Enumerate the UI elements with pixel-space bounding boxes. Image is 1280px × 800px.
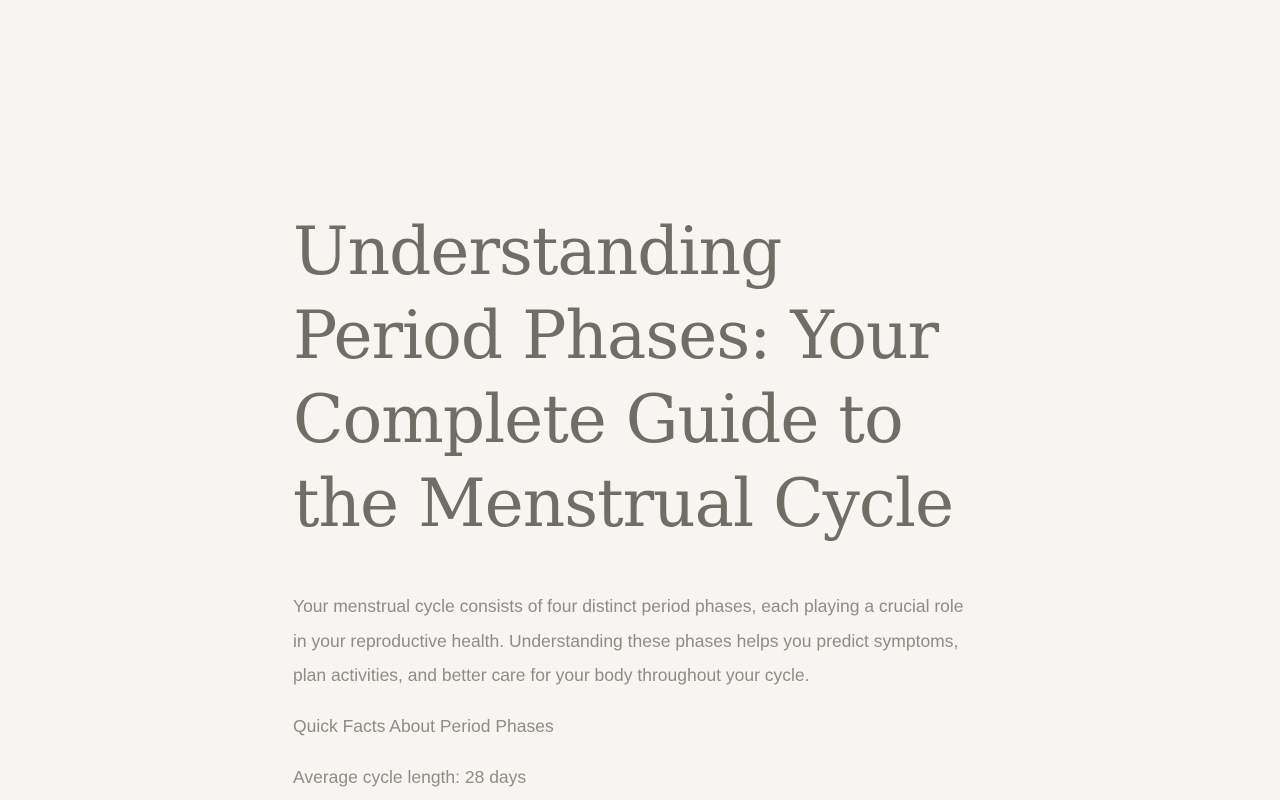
quick-facts-heading: Quick Facts About Period Phases	[293, 715, 554, 736]
intro-paragraph: Your menstrual cycle consists of four distinct period phases, each playing a crucial role in your reproductive health. Understanding these phases helps you predict symptoms, plan activities, and better care for your body throughout your cycle.	[293, 596, 964, 685]
article	[293, 210, 983, 795]
fact-cycle-length: Average cycle length: 28 days	[293, 767, 527, 787]
page-title: Understanding Period Phases: Your Complete Guide to the Menstrual Cycle	[293, 213, 954, 542]
